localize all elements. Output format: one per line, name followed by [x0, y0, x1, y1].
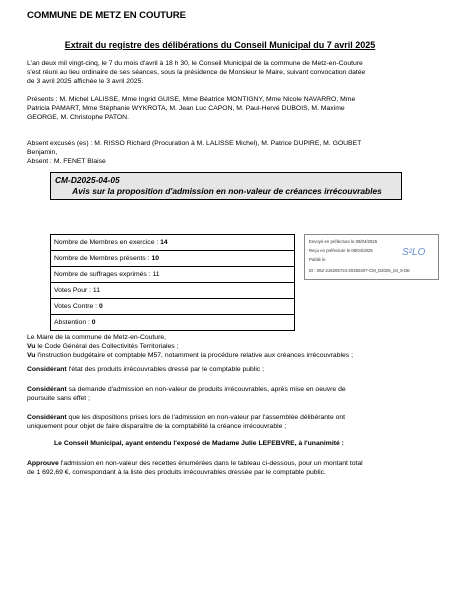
conseil-statement: Le Conseil Municipal, ayant entendu l'exposé de Madame Julie LEFEBVRE, à l'unanimité : — [54, 440, 344, 447]
absent-paragraph — [27, 140, 420, 167]
vote-row — [51, 315, 295, 331]
visa-line — [27, 343, 420, 352]
approuve-paragraph — [27, 460, 420, 478]
vote-value: 0 — [91, 319, 96, 326]
considerant-keyword: Considérant — [27, 366, 67, 373]
vote-row — [51, 251, 295, 267]
visa-text: le Code Général des Collectivités Territoriales ; — [35, 342, 179, 350]
vote-cell — [51, 315, 295, 331]
considerant-3 — [27, 414, 420, 432]
vote-value: 11 — [152, 271, 160, 278]
vote-row — [51, 267, 295, 283]
approuve-keyword: Approuve — [27, 460, 59, 467]
visa-keyword: Vu — [27, 351, 36, 359]
decision-title: Avis sur la proposition d'admission en non-valeur de créances irrécouvrables — [72, 186, 382, 196]
mayor-line: Le Maire de la commune de Metz-en-Couture, — [27, 334, 167, 341]
vote-label: Votes Contre : — [54, 303, 99, 310]
decision-code: CM-D2025-04-05 — [55, 175, 120, 185]
vote-cell — [51, 235, 295, 251]
present-line: GEORGE, M. Christophe PATON. — [27, 113, 129, 121]
vote-row — [51, 299, 295, 315]
vote-label: Nombre de suffrages exprimés : — [54, 271, 153, 278]
approuve-text: l'admission en non-valeur des recettes énumérées dans le tableau ci-dessous, pour un montant total — [58, 460, 363, 467]
vote-row — [51, 235, 295, 251]
present-line: Présents : M. Michel LALISSE, Mme Ingrid GUISE, Mme Béatrice MONTIGNY, Mme Nicole NAVARRO, Mme — [27, 96, 356, 103]
extract-title: Extrait du registre des délibérations du Conseil Municipal du 7 avril 2025 — [64, 40, 376, 50]
vote-row — [51, 283, 295, 299]
intro-paragraph — [27, 60, 420, 87]
visa-text: l'instruction budgétaire et comptable M57, notamment la procédure relative aux créances irrécouvrables ; — [35, 351, 353, 359]
vote-table — [50, 234, 295, 331]
stamp-published: Publié le — [309, 257, 326, 262]
commune-name: COMMUNE DE METZ EN COUTURE — [27, 10, 186, 21]
visa-keyword: Vu — [27, 342, 36, 350]
absent-line: Absent excusés (es) : M. RISSO Richard (Procuration à M. LALISSE Michel), M. Patrice DUPIRE, M. GOUBET — [27, 140, 362, 147]
considerant-2 — [27, 386, 420, 404]
vote-cell — [51, 267, 295, 283]
considerant-1 — [27, 366, 420, 375]
intro-line: L'an deux mil vingt-cinq, le 7 du mois d'avril à 18 h 30, le Conseil Municipal de la commune de Metz-en-Couture — [27, 60, 363, 67]
vote-value: 0 — [98, 303, 103, 310]
vote-cell — [51, 251, 295, 267]
vote-value: 14 — [160, 239, 168, 246]
stamp-sent: Envoyé en préfecture le 08/04/2025 — [309, 239, 378, 244]
vote-value: 10 — [151, 255, 160, 262]
vote-label: Nombre de Membres en exercice : — [54, 239, 161, 246]
visa-line — [27, 352, 420, 361]
considerant-keyword: Considérant — [27, 414, 67, 421]
intro-line: de 3 avril 2025 affichée le 3 avril 2025. — [27, 77, 144, 85]
considerant-text: que les dispositions prises lors de l'admission en non-valeur par l'assemblée délibérante ont — [66, 414, 346, 421]
considerant-keyword: Considérant — [27, 386, 67, 393]
slo-logo: S²LO — [402, 247, 426, 258]
considerant-text: sa demande d'admission en non-valeur de produits irrécouvrables, après mise en oeuvre de — [66, 386, 346, 393]
present-paragraph — [27, 96, 420, 123]
vote-label: Abstention : — [54, 319, 92, 326]
present-line: Patricia PAMART, Mme Stéphanie WYKROTA, M. Jean Luc CAPON, M. Paul-Hervé DUBOIS, M. Maxime — [27, 104, 345, 112]
intro-line: s'est réuni au lieu ordinaire de ses séances, sous la présidence de Monsieur le Maire, suivant convocation datée — [27, 68, 366, 76]
approuve-line — [27, 460, 420, 469]
considerant-text: l'état des produits irrécouvrables dressé par le comptable public ; — [66, 366, 265, 373]
vote-cell — [51, 283, 295, 299]
prefecture-stamp — [304, 234, 439, 280]
absent-line: Benjamin, — [27, 148, 58, 156]
visas-block — [27, 334, 420, 361]
considerant-line: poursuite sans effet ; — [27, 394, 90, 402]
decision-header-box — [50, 172, 402, 200]
vote-label: Nombre de Membres présents : — [54, 255, 152, 262]
stamp-id: ID : 062-216205724-20250407-CM_D2025_04_5-DE — [309, 268, 411, 273]
considerant-line — [27, 414, 420, 423]
vote-value: 11 — [92, 287, 100, 294]
approuve-line: de 1 692,69 €, correspondant à la liste des produits irrécouvrables dressée par le comptable public. — [27, 468, 326, 476]
absent-line: Absent : M. FENET Blaise — [27, 157, 106, 165]
vote-cell — [51, 299, 295, 315]
considerant-line — [27, 386, 420, 395]
vote-label: Votes Pour : — [54, 287, 93, 294]
considerant-line: uniquement pour objet de faire disparaître de la comptabilité la créance irrécouvrable ; — [27, 422, 287, 430]
stamp-received: Reçu en préfecture le 08/04/2025 — [309, 248, 373, 253]
